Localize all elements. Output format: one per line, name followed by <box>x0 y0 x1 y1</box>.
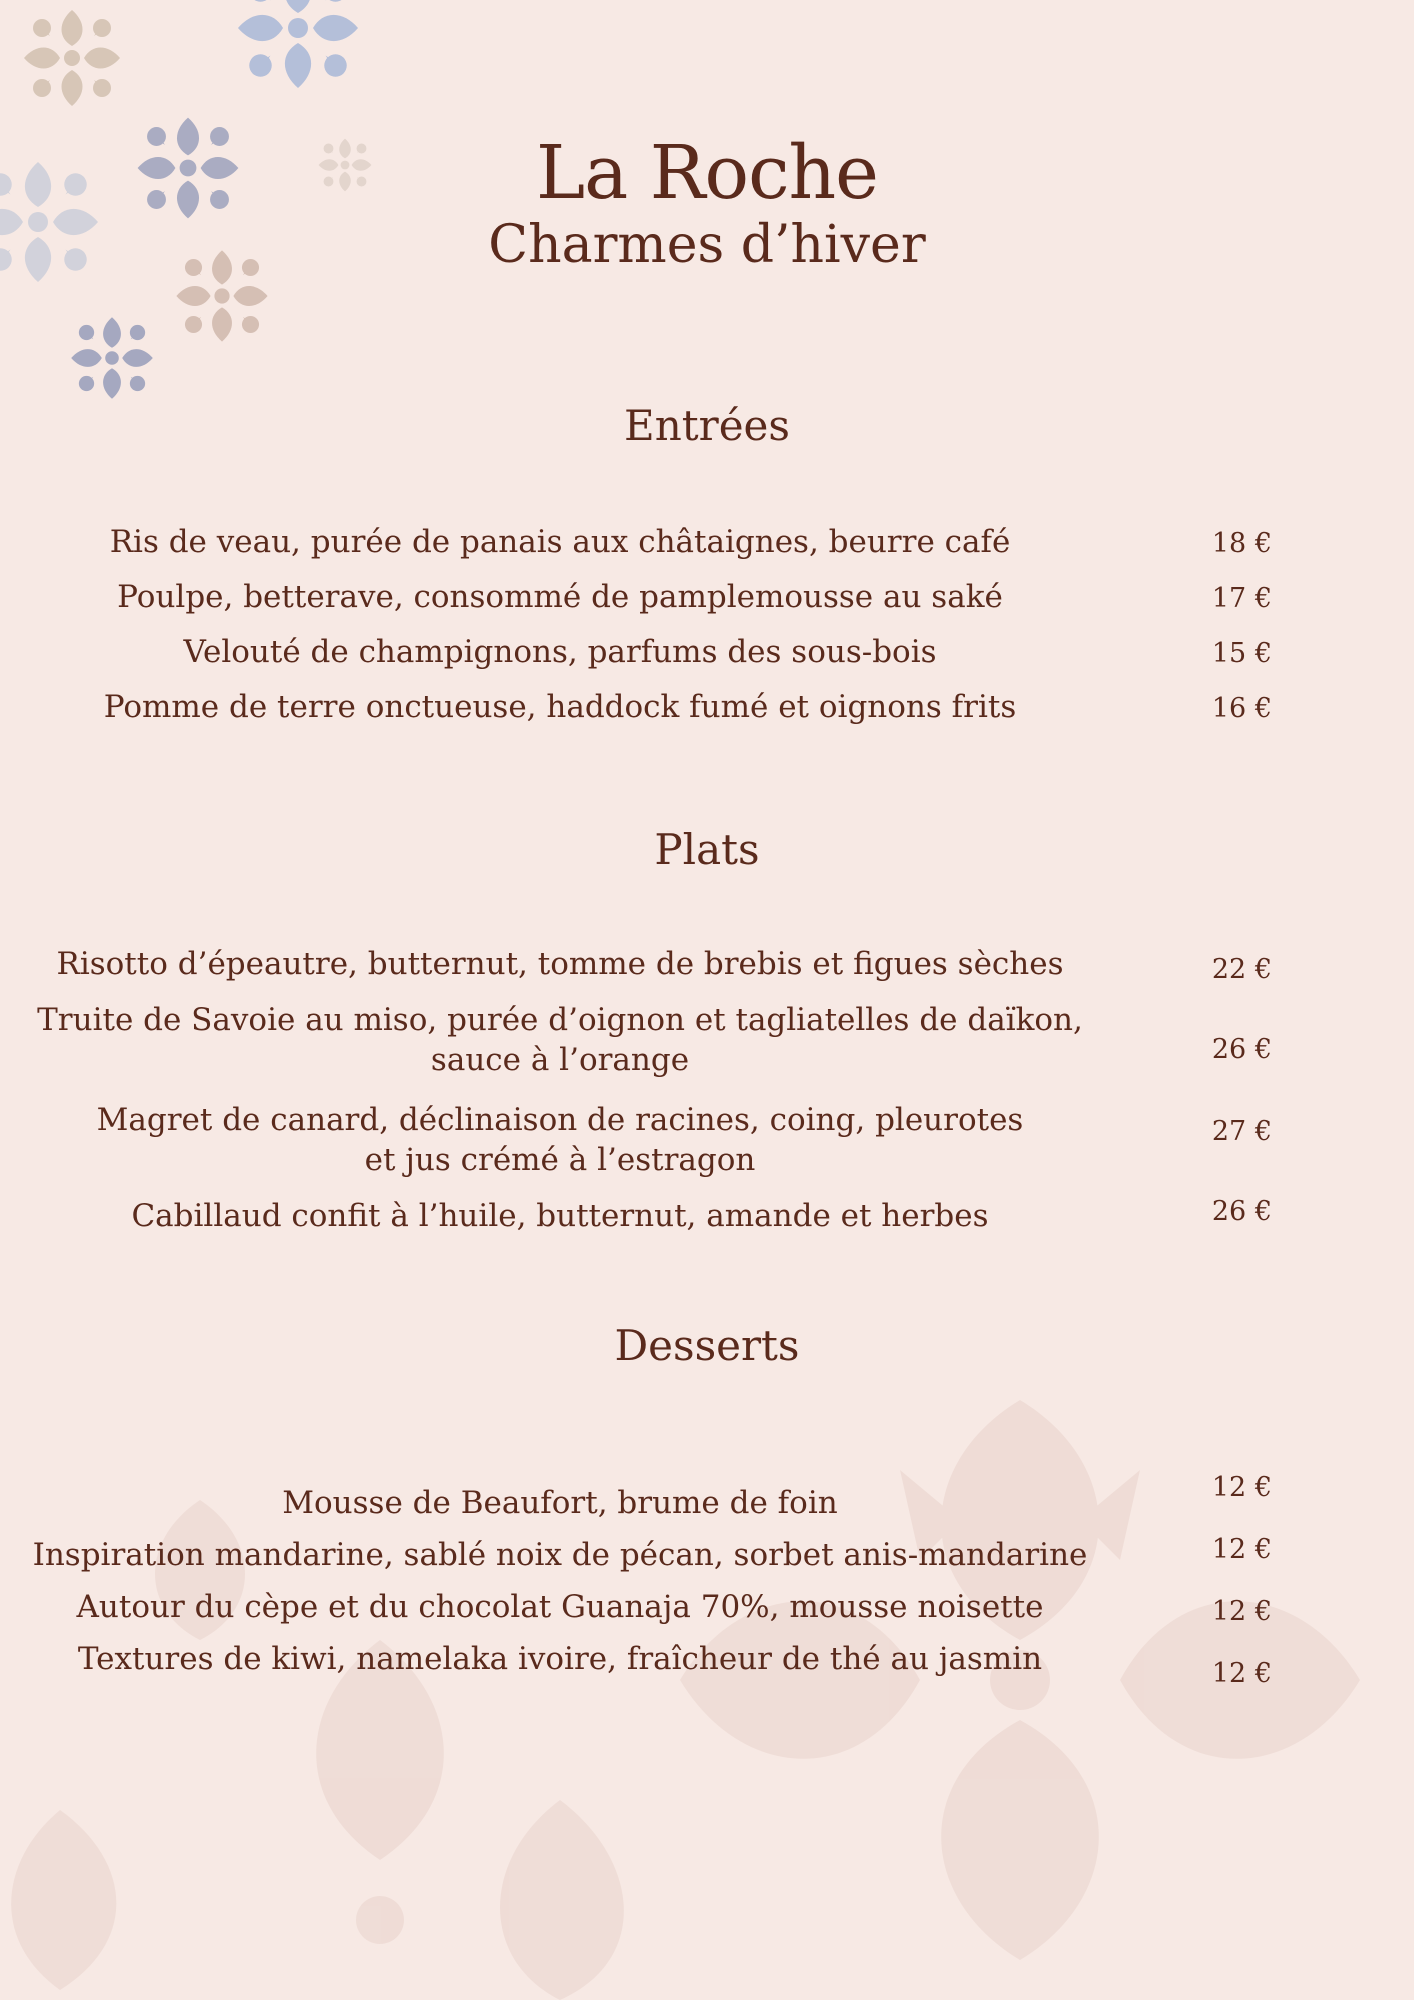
ornament-flower-2 <box>238 0 358 88</box>
menu-item <box>0 1483 1120 1523</box>
menu-item <box>0 1587 1120 1627</box>
menu-item-price: 27 € <box>1211 1116 1272 1147</box>
menu-item-name: Mousse de Beaufort, brume de foin <box>282 1485 838 1521</box>
menu-item-price: 12 € <box>1211 1472 1272 1503</box>
menu-item-name: Inspiration mandarine, sablé noix de pécan, sorbet anis-mandarine <box>32 1537 1088 1573</box>
ornament-flower-7 <box>71 317 153 399</box>
menu-item-name-line2: sauce à l’orange <box>430 1042 690 1078</box>
menu-item-price: 17 € <box>1211 583 1272 614</box>
menu-item <box>0 632 1120 672</box>
menu-item-price: 12 € <box>1211 1596 1272 1627</box>
menu-item-name: Cabillaud confit à l’huile, butternut, amande et herbes <box>131 1198 989 1234</box>
menu-item <box>0 1639 1120 1679</box>
menu-item-name: Velouté de champignons, parfums des sous-bois <box>183 634 937 670</box>
section-title-plats: Plats <box>654 825 760 874</box>
menu-item-name: Poulpe, betterave, consommé de pamplemousse au saké <box>117 579 1003 615</box>
menu-item-name: Pomme de terre onctueuse, haddock fumé et oignons frits <box>103 689 1017 725</box>
menu-item-name: Risotto d’épeautre, butternut, tomme de brebis et figues sèches <box>56 946 1064 982</box>
menu-item <box>0 1535 1120 1575</box>
section-title-desserts: Desserts <box>614 1321 800 1370</box>
menu-item-name: Textures de kiwi, namelaka ivoire, fraîcheur de thé au jasmin <box>77 1641 1043 1677</box>
menu-item-price: 18 € <box>1211 528 1272 559</box>
menu-item <box>0 1000 1120 1080</box>
section-title-entrees: Entrées <box>624 401 790 450</box>
menu-item-price: 26 € <box>1211 1196 1272 1227</box>
menu-item-price: 15 € <box>1211 638 1272 669</box>
menu-item-name-line2: et jus crémé à l’estragon <box>364 1142 756 1178</box>
ornament-flower-1 <box>24 10 120 106</box>
menu-item-name: Ris de veau, purée de panais aux châtaignes, beurre café <box>109 524 1011 560</box>
menu-item-price: 12 € <box>1211 1658 1272 1689</box>
menu-item-price: 26 € <box>1211 1034 1272 1065</box>
menu-item-price: 12 € <box>1211 1534 1272 1565</box>
menu-item <box>0 1196 1120 1236</box>
menu-item-price: 22 € <box>1211 954 1272 985</box>
restaurant-name: La Roche <box>536 130 878 216</box>
menu-item-name-line1: Truite de Savoie au miso, purée d’oignon et tagliatelles de daïkon, <box>37 1002 1083 1038</box>
menu-item <box>0 1100 1120 1180</box>
menu-item <box>0 522 1120 562</box>
menu-item-price: 16 € <box>1211 693 1272 724</box>
menu-subtitle: Charmes d’hiver <box>488 215 926 275</box>
menu-item-name: Autour du cèpe et du chocolat Guanaja 70%, mousse noisette <box>76 1589 1044 1625</box>
menu-item <box>0 687 1120 727</box>
menu-item-name-line1: Magret de canard, déclinaison de racines, coing, pleurotes <box>96 1102 1024 1138</box>
menu-item <box>0 944 1120 984</box>
menu-item <box>0 577 1120 617</box>
